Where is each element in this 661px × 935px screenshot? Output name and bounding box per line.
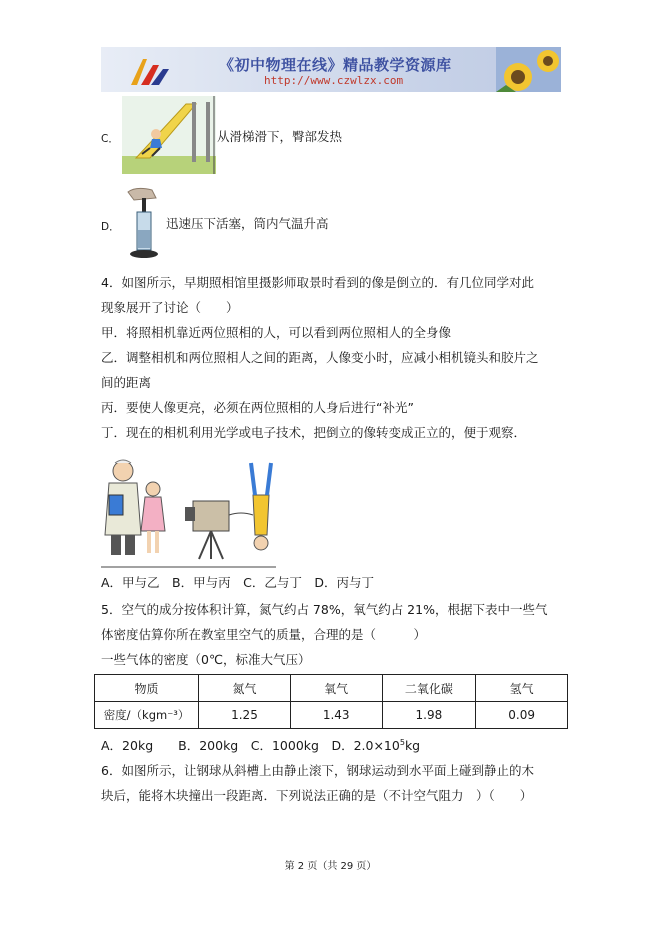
- site-logo: [123, 51, 183, 89]
- q5-stem-line1: 5．空气的成分按体积计算，氮气约占 78%，氧气约占 21%，根据下表中一些气: [101, 602, 548, 617]
- gas-density-table: [94, 674, 568, 729]
- q5-answer-options: [101, 735, 420, 754]
- table-row: [95, 702, 568, 729]
- q4-statement-yi-line1: 乙．调整相机和两位照相人之间的距离，人像变小时，应减小相机镜头和胶片之: [101, 350, 539, 365]
- table-header-cell: 氧气: [290, 675, 382, 702]
- q4-statement-jia: 甲．将照相机靠近两位照相的人，可以看到两位照相人的全身像: [101, 325, 452, 340]
- q5-table-caption: 一些气体的密度（0℃，标准大气压）: [101, 652, 311, 667]
- table-cell: 0.09: [476, 702, 568, 729]
- q4-stem-line2: 现象展开了讨论（ ）: [101, 300, 239, 315]
- option-c-letter: C．: [101, 133, 119, 145]
- q5-options-exponent: 5: [399, 738, 405, 747]
- q5-options-suffix: kg: [404, 738, 421, 754]
- option-d-letter: D．: [101, 221, 120, 233]
- option-d-text: 迅速压下活塞，筒内气温升高: [166, 216, 329, 231]
- table-header-row: [95, 675, 568, 702]
- table-header-cell: 二氧化碳: [382, 675, 476, 702]
- q4-statement-yi-line2: 间的距离: [101, 375, 152, 390]
- q4-statement-bing: 丙．要使人像更亮，必须在两位照相的人身后进行“补光”: [101, 400, 414, 415]
- banner-title: 《初中物理在线》精品教学资源库: [219, 56, 452, 74]
- q5-stem-line2: 体密度估算你所在教室里空气的质量，合理的是（ ）: [101, 627, 427, 642]
- camera-figure: [101, 455, 276, 568]
- option-c-text: 从滑梯滑下，臀部发热: [217, 129, 343, 144]
- page-footer: 第 2 页（共 29 页）: [284, 861, 377, 872]
- banner-url[interactable]: http://www.czwlzx.com: [264, 74, 404, 87]
- q5-options-prefix: A．20kg B．200kg C．1000kg D．2.0×10: [101, 738, 400, 754]
- q4-stem-line1: 4．如图所示，早期照相馆里摄影师取景时看到的像是倒立的．有几位同学对此: [101, 275, 534, 290]
- slide-figure: [122, 96, 216, 174]
- q4-statement-ding: 丁．现在的相机利用光学或电子技术，把倒立的像转变成正立的，便于观察．: [101, 425, 527, 440]
- piston-figure: [126, 186, 162, 262]
- table-cell: 1.98: [382, 702, 476, 729]
- q6-stem-line2: 块后，能将木块撞出一段距离．下列说法正确的是（不计空气阻力 ）（ ）: [101, 788, 533, 803]
- q6-stem-line1: 6．如图所示，让钢球从斜槽上由静止滚下，钢球运动到水平面上碰到静止的木: [101, 763, 534, 778]
- table-cell: 1.25: [199, 702, 291, 729]
- header-banner: [101, 47, 561, 92]
- sunflower-image: [496, 47, 561, 92]
- table-header-cell: 物质: [95, 675, 199, 702]
- table-cell: 密度/（kgm⁻³）: [95, 702, 199, 729]
- table-header-cell: 氢气: [476, 675, 568, 702]
- table-cell: 1.43: [290, 702, 382, 729]
- q4-answer-options: A．甲与乙 B．甲与丙 C．乙与丁 D．丙与丁: [101, 575, 374, 590]
- table-header-cell: 氮气: [199, 675, 291, 702]
